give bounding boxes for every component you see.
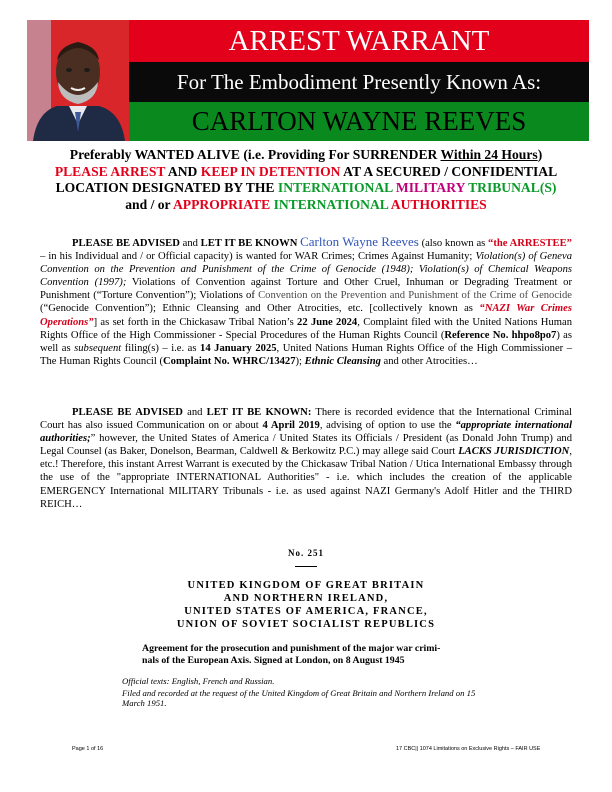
subject-name: Carlton Wayne Reeves — [300, 234, 419, 249]
heading-line-4: and / or APPROPRIATE INTERNATIONAL AUTHORITIES — [125, 196, 487, 212]
subject-photo — [27, 20, 129, 141]
treaty-excerpt — [72, 548, 540, 709]
banner-subtitle: For The Embodiment Presently Known As: — [129, 62, 589, 102]
heading-line-2: PLEASE ARREST AND KEEP IN DETENTION AT A SECURED / CONFIDENTIAL — [54, 163, 558, 179]
banner-subject-name: CARLTON WAYNE REEVES — [129, 102, 589, 141]
paragraph-2: PLEASE BE ADVISED and LET IT BE KNOWN: There is recorded evidence that the International Criminal Court has also issued Communication on or about 4 April 2019, advising of option to use the “appropriate international authorities;” however, the United States of America / United States its Officials / President (as Donald John Trump) and Legal Counsel (as Baker, Donelson, Bearman, Caldwell & Berkowitz P.C.) may allege said Court LACKS JURISDICTION, etc.! Therefore, this instant Arrest Warrant is executed by the Chickasaw Tribal Nation / Utica International Embassy through the use of the "appropriate INTERNATIONAL Authorities" - i.e. which includes the creation of the applicable EMERGENCY International MILITARY Tribunals - i.e. as used against NAZI Germany's Adolf Hitler and the THIRD REICH… — [40, 407, 573, 510]
warrant-headings — [40, 147, 572, 213]
treaty-parties: UNITED KINGDOM OF GREAT BRITAIN AND NORTHERN IRELAND, UNITED STATES OF AMERICA, FRANCE, UNION OF SOVIET SOCIALIST REPUBLICS — [176, 580, 436, 630]
footer-reference: 17 CBC|| 1074 Limitations on Exclusive Rights – FAIR USE — [396, 746, 541, 752]
paragraph-1: PLEASE BE ADVISED and LET IT BE KNOWN Carlton Wayne Reeves (also known as “the ARRESTEE” – in his Individual and / or Official capacity) is wanted for WAR Crimes; Crimes Against Humanity; Violation(s) of Geneva Convention on the Prevention and Punishment of the Crime of Genocide (1948); Violation(s) of Chemical Weapons Convention (1997); Violations of Convention against Torture and Other Cruel, Inhuman or Degrading Treatment or Punishment (“Torture Convention”); Violations of Convention on the Prevention and Punishment of the Crime of Genocide (“Genocide Convention”); Ethnic Cleansing and Other Atrocities, etc. [collectively known as “NAZI War Crimes Operations”] as set forth in the Chickasaw Tribal Nation’s 22 June 2024, Complaint filed with the United Nations Human Rights Office of the High Commissioner - Special Procedures of the Human Rights Council (Reference No. hhpo8po7) as well as subsequent filing(s) – i.e. as 14 January 2025, United Nations Human Rights Office of the High Commissioner – The Human Rights Council (Complaint No. WHRC/13427); Ethnic Cleansing and other Atrocities… — [40, 234, 573, 367]
treaty-official-texts: Official texts: English, French and Russian. — [122, 676, 275, 686]
heading-line-3: LOCATION DESIGNATED BY THE INTERNATIONAL MILITARY TRIBUNAL(S) — [55, 180, 557, 195]
banner-title: ARREST WARRANT — [129, 20, 589, 62]
treaty-agreement: Agreement for the prosecution and punishment of the major war crimi-nals of the European Axis. Signed at London, on 8 August 1945 — [142, 643, 441, 666]
heading-line-1: Preferably WANTED ALIVE (i.e. Providing For SURRENDER Within 24 Hours) — [69, 147, 543, 162]
treaty-filing-note: Filed and recorded at the request of the United Kingdom of Great Britain and Northern Ireland on 15 March 1951. — [122, 687, 476, 708]
page-number: Page 1 of 16 — [72, 746, 104, 752]
treaty-number: No. 251 — [288, 548, 324, 558]
warrant-banner — [27, 20, 589, 141]
treaty-divider — [295, 566, 317, 567]
